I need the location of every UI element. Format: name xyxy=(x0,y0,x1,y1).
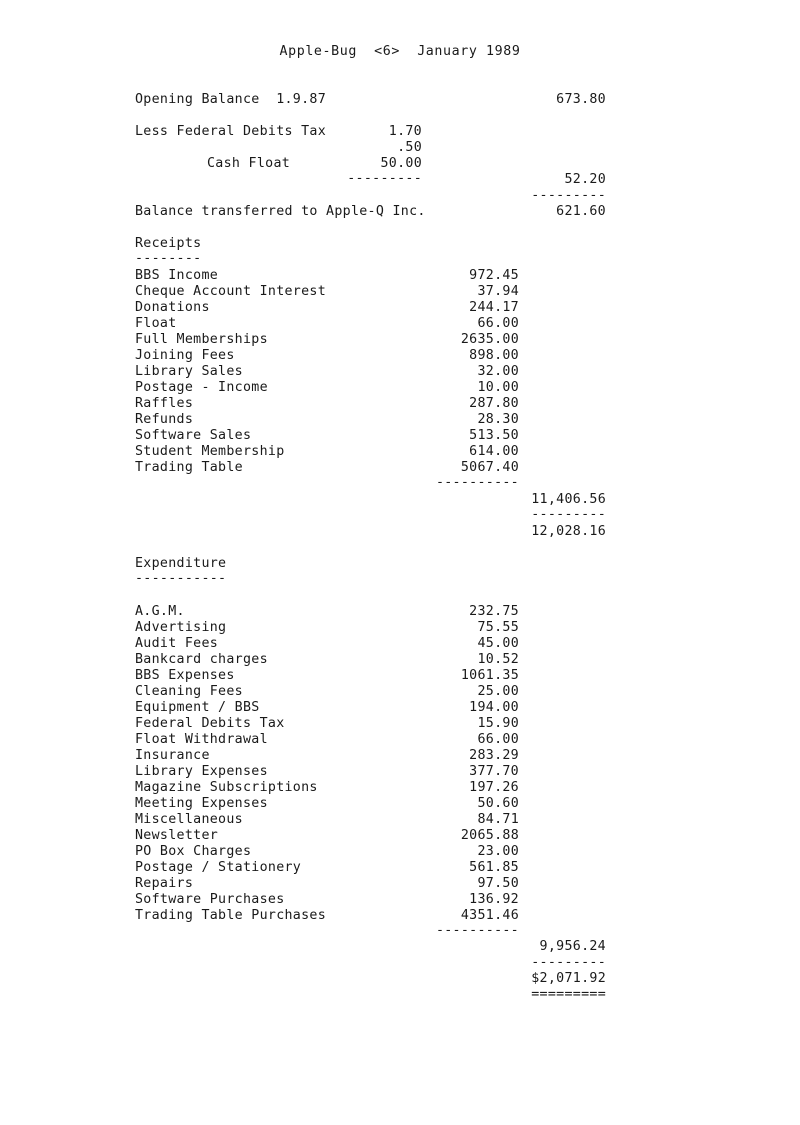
receipt-label: Library Sales xyxy=(135,364,243,379)
expense-amount: 66.00 xyxy=(477,732,519,747)
receipts-rule: ---------- xyxy=(435,475,519,490)
page-title: Apple-Bug <6> January 1989 xyxy=(279,44,521,59)
expense-amount: 75.55 xyxy=(477,620,519,635)
expense-label: Newsletter xyxy=(135,828,219,843)
receipt-amount: 28.30 xyxy=(477,412,519,427)
expense-amount: 84.71 xyxy=(477,812,519,827)
expense-amount: 25.00 xyxy=(477,684,519,699)
receipt-amount: 972.45 xyxy=(469,268,519,283)
federal-debits-tax-amount: 1.70 xyxy=(388,124,422,139)
expense-label: Trading Table Purchases xyxy=(135,908,327,923)
expense-amount: 136.92 xyxy=(469,892,519,907)
expense-label: Meeting Expenses xyxy=(135,796,268,811)
expense-label: Software Purchases xyxy=(135,892,285,907)
receipt-label: Trading Table xyxy=(135,460,243,475)
deductions-total-rule: --------- xyxy=(531,188,606,203)
expenditure-heading: Expenditure xyxy=(135,556,227,571)
expense-amount: 97.50 xyxy=(477,876,519,891)
receipt-amount: 10.00 xyxy=(477,380,519,395)
receipt-amount: 513.50 xyxy=(469,428,519,443)
receipt-amount: 287.80 xyxy=(469,396,519,411)
receipt-label: BBS Income xyxy=(135,268,219,283)
receipts-heading: Receipts xyxy=(135,236,202,251)
receipt-amount: 244.17 xyxy=(469,300,519,315)
expense-label: BBS Expenses xyxy=(135,668,235,683)
balance-transferred-label: Balance transferred to Apple-Q Inc. xyxy=(135,204,426,219)
receipt-amount: 66.00 xyxy=(477,316,519,331)
receipts-underline: -------- xyxy=(135,251,202,266)
receipt-amount: 5067.40 xyxy=(460,460,519,475)
expense-label: Federal Debits Tax xyxy=(135,716,285,731)
expense-label: Library Expenses xyxy=(135,764,268,779)
closing-balance-double-rule: ========= xyxy=(531,987,606,1002)
expense-amount: 23.00 xyxy=(477,844,519,859)
expense-amount: 194.00 xyxy=(469,700,519,715)
expense-label: Audit Fees xyxy=(135,636,219,651)
deductions-total: 52.20 xyxy=(564,172,606,187)
expense-amount: 197.26 xyxy=(469,780,519,795)
expense-amount: 10.52 xyxy=(477,652,519,667)
receipt-label: Joining Fees xyxy=(135,348,235,363)
expense-amount: 2065.88 xyxy=(460,828,519,843)
expense-amount: 15.90 xyxy=(477,716,519,731)
receipt-label: Refunds xyxy=(135,412,194,427)
expenditure-underline: ----------- xyxy=(135,571,227,586)
receipt-label: Postage - Income xyxy=(135,380,268,395)
expense-label: Insurance xyxy=(135,748,210,763)
expense-label: Float Withdrawal xyxy=(135,732,268,747)
expense-amount: 232.75 xyxy=(469,604,519,619)
receipt-amount: 614.00 xyxy=(469,444,519,459)
receipts-total: 11,406.56 xyxy=(531,492,606,507)
expense-label: A.G.M. xyxy=(135,604,185,619)
extra-deduction-amount: .50 xyxy=(397,140,422,155)
receipt-label: Float xyxy=(135,316,177,331)
less-federal-debits-tax-label: Less Federal Debits Tax xyxy=(135,124,327,139)
expense-amount: 283.29 xyxy=(469,748,519,763)
running-total: 12,028.16 xyxy=(531,524,606,539)
receipt-amount: 32.00 xyxy=(477,364,519,379)
expense-amount: 377.70 xyxy=(469,764,519,779)
receipts-total-rule: --------- xyxy=(531,507,606,522)
receipt-label: Full Memberships xyxy=(135,332,268,347)
expense-amount: 1061.35 xyxy=(460,668,519,683)
receipt-label: Donations xyxy=(135,300,210,315)
expense-amount: 561.85 xyxy=(469,860,519,875)
receipt-amount: 2635.00 xyxy=(460,332,519,347)
closing-balance: $2,071.92 xyxy=(531,971,606,986)
expenditure-total: 9,956.24 xyxy=(539,939,606,954)
opening-balance-label: Opening Balance 1.9.87 xyxy=(135,92,327,107)
expenditure-total-rule: --------- xyxy=(531,955,606,970)
expense-amount: 50.60 xyxy=(477,796,519,811)
expense-label: PO Box Charges xyxy=(135,844,252,859)
expenditure-rule: ---------- xyxy=(435,923,519,938)
opening-balance-amount: 673.80 xyxy=(556,92,606,107)
receipt-label: Cheque Account Interest xyxy=(135,284,327,299)
expense-label: Postage / Stationery xyxy=(135,860,302,875)
expense-amount: 45.00 xyxy=(477,636,519,651)
cash-float-label: Cash Float xyxy=(207,156,291,171)
expense-label: Magazine Subscriptions xyxy=(135,780,318,795)
expense-label: Bankcard charges xyxy=(135,652,268,667)
receipt-label: Student Membership xyxy=(135,444,285,459)
expense-label: Miscellaneous xyxy=(135,812,243,827)
expense-label: Cleaning Fees xyxy=(135,684,243,699)
receipt-amount: 37.94 xyxy=(477,284,519,299)
receipt-label: Software Sales xyxy=(135,428,252,443)
cash-float-amount: 50.00 xyxy=(380,156,422,171)
receipt-label: Raffles xyxy=(135,396,194,411)
receipt-amount: 898.00 xyxy=(469,348,519,363)
expense-label: Repairs xyxy=(135,876,194,891)
expense-label: Advertising xyxy=(135,620,227,635)
expense-label: Equipment / BBS xyxy=(135,700,260,715)
expense-amount: 4351.46 xyxy=(460,908,519,923)
deductions-rule: --------- xyxy=(347,171,422,186)
balance-transferred-amount: 621.60 xyxy=(556,204,606,219)
